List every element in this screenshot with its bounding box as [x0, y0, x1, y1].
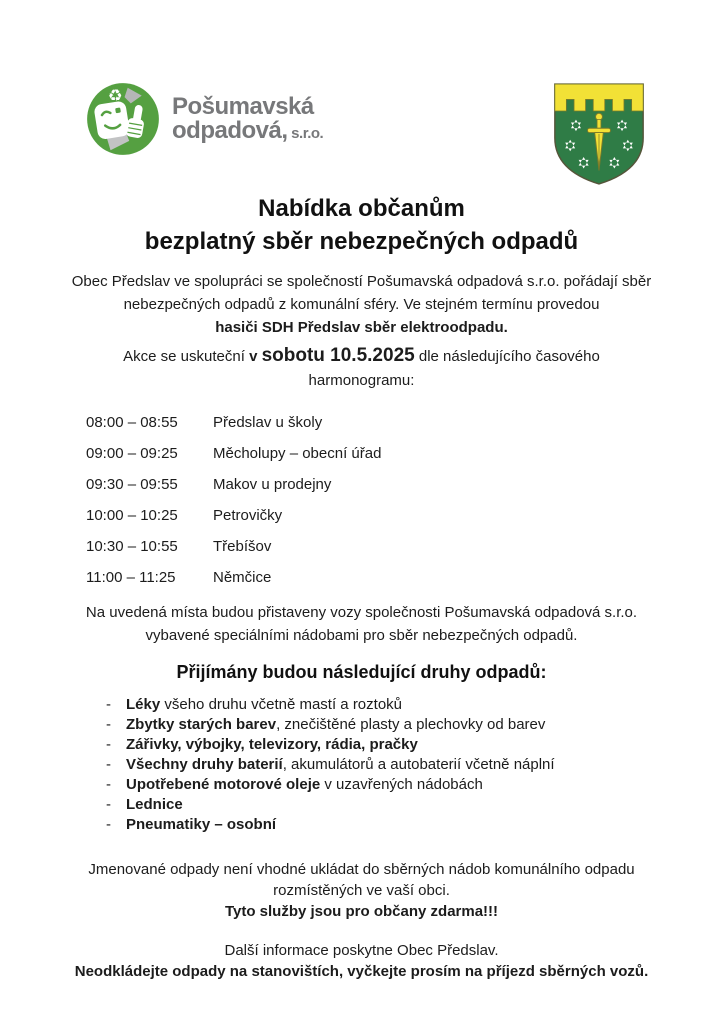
closing-paragraph — [82, 859, 642, 922]
accepted-waste-heading: Přijímány budou následující druhy odpadů: — [176, 662, 547, 682]
municipal-coat-of-arms — [551, 80, 647, 188]
accepted-waste-item — [106, 795, 723, 815]
bullet-dash: - — [106, 736, 111, 753]
item-bold: Lednice — [126, 796, 183, 813]
date-bold-v: v — [249, 348, 258, 365]
company-suffix: s.r.o. — [287, 125, 324, 142]
accepted-waste-item — [106, 715, 723, 735]
title-line1: Nabídka občanům — [258, 195, 465, 222]
schedule-place: Němčice — [213, 569, 272, 586]
intro-text: Obec Předslav ve spolupráci se společností Pošumavská odpadová s.r.o. pořádají sběr nebezpečných odpadů z komunální sféry. Ve stejném termínu provedou — [71, 273, 652, 313]
item-rest: , akumulátorů a autobaterií včetně náplní — [282, 756, 555, 773]
accepted-waste-item — [106, 735, 723, 755]
item-bold: Léky — [126, 696, 161, 713]
date-suffix: dle následujícího časového harmonogramu: — [308, 348, 600, 389]
item-bold: Zbytky starých barev — [126, 716, 277, 733]
schedule-time: 09:30 – 09:55 — [86, 476, 178, 493]
item-bold: Zářivky, výbojky, televizory, rádia, pračky — [126, 736, 418, 753]
accepted-waste-item — [106, 755, 723, 775]
schedule-row — [86, 562, 723, 593]
accepted-waste-item — [106, 815, 723, 835]
item-rest: všeho druhu včetně mastí a roztoků — [160, 696, 403, 713]
schedule-time: 11:00 – 11:25 — [86, 569, 176, 586]
schedule-row — [86, 531, 723, 562]
company-logo — [84, 80, 323, 158]
collection-schedule — [86, 407, 723, 593]
item-bold: Všechny druhy baterií — [126, 756, 283, 773]
date-prefix: Akce se uskuteční — [123, 348, 245, 365]
schedule-row — [86, 438, 723, 469]
schedule-row — [86, 407, 723, 438]
item-bold: Pneumatiky – osobní — [126, 816, 277, 833]
bullet-dash: - — [106, 816, 111, 833]
schedule-time: 09:00 – 09:25 — [86, 445, 178, 462]
accepted-waste-item — [106, 775, 723, 795]
bullet-dash: - — [106, 716, 111, 733]
item-bold: Upotřebené motorové oleje — [126, 776, 321, 793]
schedule-time: 10:00 – 10:25 — [86, 507, 178, 524]
item-rest: v uzavřených nádobách — [320, 776, 483, 793]
intro-paragraph — [71, 270, 653, 339]
footer-paragraph — [42, 940, 682, 982]
header — [0, 0, 723, 188]
final-warning: Neodkládejte odpady na stanovištích, vyčkejte prosím na příjezd sběrných vozů. — [74, 963, 649, 980]
item-rest: , znečištěné plasty a plechovky od barev — [276, 716, 546, 733]
free-of-charge-note: Tyto služby jsou pro občany zdarma!!! — [224, 903, 499, 920]
bullet-dash: - — [106, 776, 111, 793]
schedule-place: Předslav u školy — [213, 414, 323, 431]
schedule-row — [86, 500, 723, 531]
bullet-dash: - — [106, 696, 111, 713]
schedule-place: Třebíšov — [213, 538, 272, 555]
company-name — [172, 92, 324, 144]
schedule-place: Měcholupy – obecní úřad — [213, 445, 382, 462]
vehicles-note: Na uvedená místa budou přistaveny vozy společnosti Pošumavská odpadová s.r.o. vybavené speciálními nádobami pro sběr nebezpečných odpadů. — [85, 604, 638, 644]
svg-text:♻: ♻ — [107, 86, 123, 106]
intro-bold: hasiči SDH Předslav sběr elektroodpadu. — [215, 319, 508, 336]
date-line — [82, 344, 642, 393]
schedule-row — [86, 469, 723, 500]
schedule-place: Makov u prodejny — [213, 476, 332, 493]
accepted-waste-item — [106, 695, 723, 715]
schedule-time: 08:00 – 08:55 — [86, 414, 178, 431]
event-date: sobotu 10.5.2025 — [261, 345, 415, 366]
page-title — [0, 192, 723, 258]
title-line2: bezplatný sběr nebezpečných odpadů — [144, 228, 579, 255]
closing-text: Jmenované odpady není vhodné ukládat do sběrných nádob komunálního odpadu rozmístěných ve vaší obci. — [88, 861, 635, 899]
schedule-time: 10:30 – 10:55 — [86, 538, 178, 555]
bullet-dash: - — [106, 756, 111, 773]
company-name-line2: odpadová, s.r.o. — [172, 117, 324, 144]
company-name-line1: Pošumavská — [172, 92, 314, 120]
more-info-text: Další informace poskytne Obec Předslav. — [224, 942, 499, 959]
recycling-mascot-icon — [84, 80, 162, 158]
bullet-dash: - — [106, 796, 111, 813]
accepted-waste-list — [106, 695, 723, 835]
schedule-place: Petrovičky — [213, 507, 283, 524]
